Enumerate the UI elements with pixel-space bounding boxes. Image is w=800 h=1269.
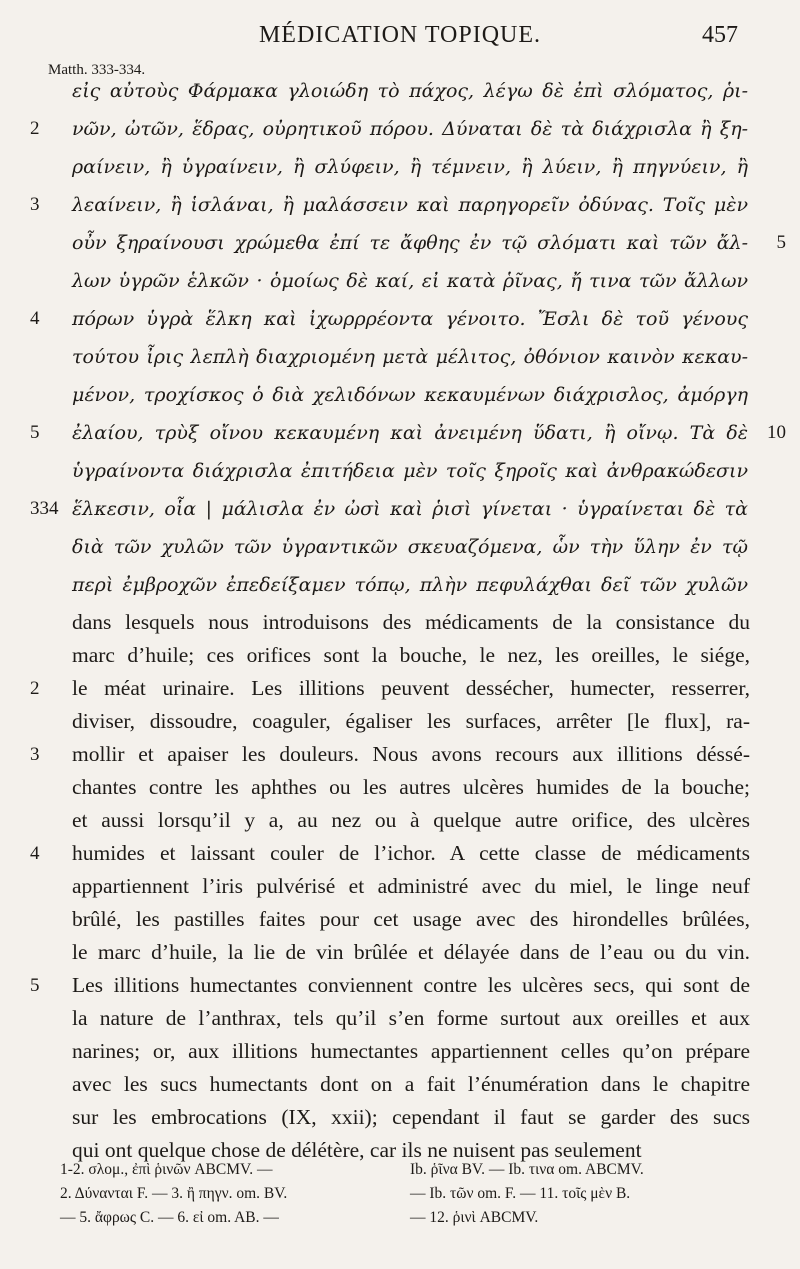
greek-line	[30, 300, 748, 338]
greek-line	[48, 224, 786, 262]
greek-line	[30, 414, 786, 452]
greek-line-text: τούτου ἶρις λεπλὴ διαχριομένη μετὰ μέλιτος, ὀθόνιον καινὸν κεκαυ-	[72, 346, 748, 368]
page-number: 457	[702, 22, 738, 48]
french-line	[30, 837, 750, 870]
page-header	[0, 22, 800, 52]
greek-line	[30, 490, 748, 528]
greek-line-text: ὑγραίνοντα διάχρισλα ἐπιτήδεια μὲν τοῖς ξηροῖς καὶ ἀνθρακώδεσιν	[72, 460, 748, 482]
greek-line-text: λων ὑγρῶν ἑλκῶν · ὁμοίως δὲ καί, εἰ κατὰ ῥῖνας, ἤ τινα τῶν ἄλλων	[72, 270, 748, 292]
greek-line-text: ραίνειν, ἢ ὑγραίνειν, ἢ σλύφειν, ἢ τέμνειν, ἢ λύειν, ἢ πηγνύειν, ἢ	[72, 156, 748, 178]
french-line	[48, 1068, 750, 1101]
left-line-number: 4	[30, 843, 40, 864]
french-translation-block	[30, 606, 750, 1167]
apparatus-row	[60, 1206, 760, 1230]
right-line-number: 10	[767, 422, 786, 443]
french-line	[48, 1035, 750, 1068]
greek-line	[48, 452, 748, 490]
french-line	[48, 606, 750, 639]
french-line-text: dans lesquels nous introduisons des médicaments de la consistance du	[72, 610, 750, 634]
left-line-number: 4	[30, 308, 40, 329]
french-line-text: brûlé, les pastilles faites pour cet usage avec des hirondelles brûlées,	[72, 907, 750, 931]
french-line-text: appartiennent l’iris pulvérisé et administré avec du miel, le linge neuf	[72, 874, 750, 898]
left-line-number: 3	[30, 194, 40, 215]
french-line-text: narines; or, aux illitions humectantes appartiennent celles qu’on prépare	[72, 1039, 750, 1063]
french-line-text: avec les sucs humectants dont on a fait l’énumération dans le chapitre	[72, 1072, 750, 1096]
greek-line-text: μένον, τροχίσκος ὁ διὰ χελιδόνων κεκαυμένων διάχρισλος, ἀμόργη	[72, 384, 748, 406]
greek-line	[48, 528, 748, 566]
apparatus-row	[60, 1158, 760, 1182]
greek-line-text: οὖν ξηραίνουσι χρώμεθα ἐπί τε ἄφθης ἐν τῷ σλόματι καὶ τῶν ἄλ-	[72, 232, 748, 254]
apparatus-note-right: — 12. ῥινὶ ABCMV.	[410, 1209, 539, 1226]
french-line-text: le marc d’huile, la lie de vin brûlée et délayée dans de l’eau ou du vin.	[72, 940, 750, 964]
greek-line-text: εἰς αὐτοὺς Φάρμακα γλοιώδη τὸ πάχος, λέγω δὲ ἐπὶ σλόματος, ῥι-	[72, 80, 748, 102]
apparatus-note-left: — 5. ἄφρως C. — 6. εἰ om. AB. —	[60, 1209, 279, 1226]
greek-line-text: λεαίνειν, ἢ ἱσλάναι, ἢ μαλάσσειν καὶ παρηγορεῖν ὀδύνας. Τοῖς μὲν	[72, 194, 748, 216]
greek-line	[30, 110, 748, 148]
running-title: MÉDICATION TOPIQUE.	[258, 22, 542, 48]
right-line-number: 5	[776, 232, 786, 253]
french-line	[48, 870, 750, 903]
greek-text-block	[30, 72, 786, 604]
critical-apparatus	[60, 1158, 760, 1230]
greek-line	[48, 376, 748, 414]
greek-line-text: πόρων ὑγρὰ ἕλκη καὶ ἰχωρρρέοντα γένοιτο. Ἔσλι δὲ τοῦ γένους	[72, 308, 748, 330]
french-line-text: le méat urinaire. Les illitions peuvent dessécher, humecter, resserrer,	[72, 676, 750, 700]
apparatus-note-right: Ib. ῥῖνα BV. — Ib. τινα om. ABCMV.	[410, 1161, 644, 1178]
french-line-text: marc d’huile; ces orifices sont la bouche, le nez, les oreilles, le siége,	[72, 643, 750, 667]
greek-line-text: διὰ τῶν χυλῶν τῶν ὑγραντικῶν σκευαζόμενα, ὧν τὴν ὕλην ἐν τῷ	[72, 536, 748, 558]
left-line-number: 2	[30, 678, 40, 699]
left-line-number: 334	[30, 498, 59, 519]
french-line	[48, 804, 750, 837]
french-line	[48, 639, 750, 672]
left-line-number: 2	[30, 118, 40, 139]
french-line	[30, 672, 750, 705]
greek-line-text: περὶ ἐμβροχῶν ἐπεδείξαμεν τόπῳ, πλὴν πεφυλάχθαι δεῖ τῶν χυλῶν	[72, 574, 748, 596]
french-line	[48, 705, 750, 738]
greek-line-text: ἐλαίου, τρὺξ οἴνου κεκαυμένη καὶ ἀνειμένη ὕδατι, ἢ οἴνῳ. Τὰ δὲ	[72, 422, 748, 444]
french-line-text: sur les embrocations (IX, xxii); cependant il faut se garder des sucs	[72, 1105, 750, 1129]
greek-line-text: νῶν, ὠτῶν, ἕδρας, οὐρητικοῦ πόρου. Δύναται δὲ τὰ διάχρισλα ἢ ξη-	[72, 118, 748, 140]
apparatus-note-left: 1-2. σλομ., ἐπὶ ῥινῶν ABCMV. —	[60, 1161, 273, 1178]
french-line-text: et aussi lorsqu’il y a, au nez ou à quelque autre orifice, des ulcères	[72, 808, 750, 832]
french-line	[48, 771, 750, 804]
french-line	[48, 1101, 750, 1134]
french-line-text: chantes contre les aphthes ou les autres ulcères humides de la bouche;	[72, 775, 750, 799]
french-line	[30, 738, 750, 771]
french-line	[48, 1002, 750, 1035]
french-line	[30, 969, 750, 1002]
greek-line	[48, 566, 748, 604]
greek-line	[30, 186, 748, 224]
french-line-text: Les illitions humectantes conviennent contre les ulcères secs, qui sont de	[72, 973, 750, 997]
left-line-number: 5	[30, 422, 40, 443]
apparatus-note-right: — Ib. τῶν om. F. — 11. τοῖς μὲν B.	[410, 1185, 631, 1202]
apparatus-row	[60, 1182, 760, 1206]
apparatus-note-left: 2. Δύνανται F. — 3. ἢ πηγν. om. BV.	[60, 1185, 288, 1202]
french-line-text: mollir et apaiser les douleurs. Nous avons recours aux illitions déssé-	[72, 742, 750, 766]
greek-line-text: ἕλκεσιν, οἷα | μάλισλα ἐν ὠσὶ καὶ ῥισὶ γίνεται · ὑγραίνεται δὲ τὰ	[72, 498, 748, 520]
greek-line	[48, 72, 748, 110]
french-line-text: diviser, dissoudre, coaguler, égaliser les surfaces, arrêter [le flux], ra-	[72, 709, 750, 733]
greek-line	[48, 262, 748, 300]
reference-note: Matth. 333-334.	[48, 62, 146, 78]
greek-line	[48, 338, 748, 376]
french-line-text: humides et laissant couler de l’ichor. A cette classe de médicaments	[72, 841, 750, 865]
french-line-text: la nature de l’anthrax, tels qu’il s’en forme surtout aux oreilles et aux	[72, 1006, 750, 1030]
greek-line	[48, 148, 748, 186]
french-line	[48, 936, 750, 969]
french-line	[48, 903, 750, 936]
left-line-number: 3	[30, 744, 40, 765]
left-line-number: 5	[30, 975, 40, 996]
french-line-text: qui ont quelque chose de délétère, car ils ne nuisent pas seulement	[72, 1138, 642, 1162]
